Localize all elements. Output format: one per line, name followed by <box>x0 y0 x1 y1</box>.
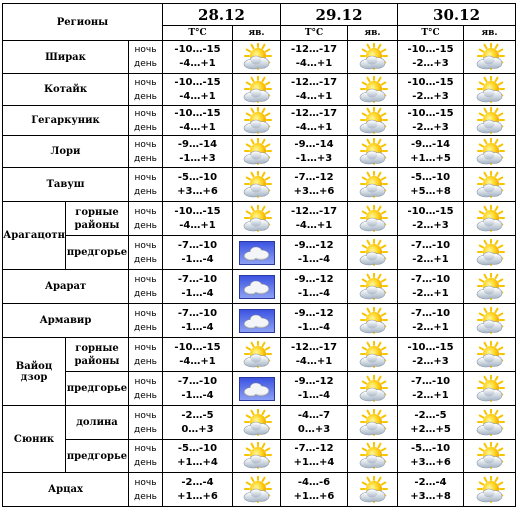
sun-cloud-icon <box>240 43 274 71</box>
region-name: Арцах <box>3 473 129 507</box>
weather-cell <box>348 304 398 338</box>
day-temperature: -4…+1 <box>295 90 333 102</box>
day-label: день <box>134 390 157 401</box>
day-label: день <box>134 186 157 197</box>
day-temperature: -1…-4 <box>297 287 331 299</box>
weather-cell <box>464 406 516 440</box>
table-row <box>3 304 516 338</box>
night-label: ночь <box>134 45 157 55</box>
night-label: ночь <box>134 240 157 251</box>
weather-cell <box>464 440 516 473</box>
day-temperature: -2…+1 <box>412 389 449 401</box>
sun-cloud-icon <box>356 107 390 135</box>
weather-cell <box>348 106 398 136</box>
night-day-labels <box>129 270 163 304</box>
night-temperature: -12…-17 <box>290 341 338 353</box>
weather-cell <box>464 236 516 270</box>
night-temperature: -10…-15 <box>174 341 221 353</box>
forecast-table <box>2 3 516 507</box>
subregion-name: предгорье <box>66 236 129 270</box>
night-temperature: -5…-10 <box>410 171 451 183</box>
table-row <box>3 202 516 236</box>
day-label: день <box>134 122 157 133</box>
night-day-labels <box>129 168 163 202</box>
night-label: ночь <box>134 274 157 285</box>
day-temperature: 0…+3 <box>297 423 331 435</box>
sun-cloud-icon <box>240 409 274 437</box>
weather-cell <box>233 338 281 372</box>
temperature-cell <box>163 338 233 372</box>
day-temperature: -1…-4 <box>181 287 214 299</box>
weather-cell <box>348 202 398 236</box>
weather-cell <box>233 168 281 202</box>
day-label: день <box>134 254 157 265</box>
temperature-cell <box>398 236 464 270</box>
sun-cloud-icon <box>356 442 390 470</box>
sun-cloud-icon <box>356 375 390 403</box>
night-label: ночь <box>134 139 157 150</box>
sun-cloud-icon <box>356 476 390 504</box>
day-temperature: -2…+3 <box>412 219 449 231</box>
sun-cloud-icon <box>240 76 274 104</box>
night-label: ночь <box>134 477 157 488</box>
night-temperature: -7…-12 <box>294 171 334 183</box>
temperature-cell <box>281 136 348 168</box>
table-row <box>3 106 516 136</box>
weather-cell <box>464 372 516 406</box>
weather-cell <box>348 440 398 473</box>
weather-cell <box>464 74 516 106</box>
temp-header: Т°С <box>163 26 233 41</box>
night-day-labels <box>129 473 163 507</box>
night-day-labels <box>129 372 163 406</box>
day-label: день <box>134 220 157 231</box>
weather-cell <box>233 74 281 106</box>
table-row <box>3 168 516 202</box>
weather-cell <box>233 136 281 168</box>
night-day-labels <box>129 202 163 236</box>
night-temperature: -9…-14 <box>410 138 451 150</box>
date-header-1: 28.12 <box>163 4 281 26</box>
day-temperature: -1…-4 <box>181 389 214 401</box>
day-temperature: -1…+3 <box>295 152 333 164</box>
region-name: Котайк <box>3 74 129 106</box>
temperature-cell <box>398 304 464 338</box>
night-day-labels <box>129 41 163 74</box>
weather-header: яв. <box>348 26 398 41</box>
night-temperature: -7…-10 <box>410 375 451 387</box>
weather-cell <box>464 168 516 202</box>
night-temperature: -10…-15 <box>174 76 221 88</box>
sun-cloud-icon <box>473 307 507 335</box>
weather-cell <box>464 41 516 74</box>
temperature-cell <box>398 338 464 372</box>
night-label: ночь <box>134 342 157 353</box>
sun-cloud-icon <box>240 341 274 369</box>
weather-cell <box>464 473 516 507</box>
temperature-cell <box>398 74 464 106</box>
day-temperature: +1…+4 <box>177 457 218 468</box>
temperature-cell <box>163 74 233 106</box>
sun-cloud-icon <box>473 76 507 104</box>
weather-cell <box>348 136 398 168</box>
day-temperature: -1…-4 <box>297 389 331 401</box>
temperature-cell <box>281 372 348 406</box>
date-header-3: 30.12 <box>398 4 516 26</box>
night-temperature: -9…-12 <box>294 307 334 319</box>
day-temperature: -4…+1 <box>179 219 216 231</box>
night-label: ночь <box>134 376 157 387</box>
subregion-name: долина <box>66 406 129 440</box>
sun-cloud-icon <box>356 76 390 104</box>
temperature-cell <box>163 202 233 236</box>
temperature-cell <box>163 473 233 507</box>
table-row <box>3 473 516 507</box>
temperature-cell <box>398 41 464 74</box>
table-row <box>3 41 516 74</box>
region-name: Ширак <box>3 41 129 74</box>
sun-cloud-icon <box>473 138 507 166</box>
night-temperature: -5…-10 <box>177 171 218 183</box>
day-label: день <box>134 356 157 367</box>
night-label: ночь <box>134 108 157 119</box>
day-temperature: -2…+3 <box>412 90 449 102</box>
day-temperature: +3…+6 <box>410 457 451 468</box>
temperature-cell <box>281 106 348 136</box>
night-day-labels <box>129 406 163 440</box>
sun-cloud-icon <box>473 171 507 199</box>
night-temperature: -10…-15 <box>174 44 221 55</box>
region-name: Сюник <box>3 406 66 473</box>
day-temperature: -2…+3 <box>412 121 449 133</box>
night-temperature: -9…-12 <box>294 273 334 285</box>
night-temperature: -5…-10 <box>177 443 218 454</box>
day-label: день <box>134 322 157 333</box>
temperature-cell <box>281 473 348 507</box>
temperature-cell <box>281 168 348 202</box>
night-temperature: -9…-14 <box>294 138 334 150</box>
weather-cell <box>233 440 281 473</box>
night-temperature: -2…-5 <box>414 409 447 421</box>
sun-cloud-icon <box>240 205 274 233</box>
region-name: Арарат <box>3 270 129 304</box>
temperature-cell <box>281 236 348 270</box>
night-label: ночь <box>134 444 157 454</box>
region-name: Армавир <box>3 304 129 338</box>
subregion-name: предгорье <box>66 372 129 406</box>
weather-cell <box>464 338 516 372</box>
weather-cell <box>348 74 398 106</box>
temperature-cell <box>163 41 233 74</box>
weather-header: яв. <box>464 26 516 41</box>
temp-header: Т°С <box>281 26 348 41</box>
sun-cloud-icon <box>473 442 507 470</box>
night-label: ночь <box>134 410 157 421</box>
night-temperature: -5…-10 <box>410 443 451 454</box>
weather-cell <box>348 406 398 440</box>
table-row <box>3 136 516 168</box>
night-temperature: -9…-12 <box>294 239 334 251</box>
sun-cloud-icon <box>473 375 507 403</box>
night-temperature: -12…-17 <box>290 205 338 217</box>
weather-cell <box>464 106 516 136</box>
day-temperature: +5…+8 <box>410 185 451 197</box>
subregion-name: горные районы <box>66 338 129 372</box>
night-day-labels <box>129 440 163 473</box>
sun-cloud-icon <box>356 171 390 199</box>
temperature-cell <box>398 440 464 473</box>
night-temperature: -9…-12 <box>294 375 334 387</box>
day-label: день <box>134 491 157 502</box>
temperature-cell <box>281 406 348 440</box>
temp-header: Т°С <box>398 26 464 41</box>
sun-cloud-icon <box>473 341 507 369</box>
sun-cloud-icon <box>473 239 507 267</box>
table-row <box>3 236 516 270</box>
weather-cell <box>233 473 281 507</box>
day-temperature: -2…+3 <box>412 355 449 367</box>
day-temperature: -2…+3 <box>412 58 449 69</box>
day-temperature: -4…+1 <box>179 58 216 69</box>
day-temperature: -4…+1 <box>179 121 216 133</box>
weather-cell <box>233 372 281 406</box>
sun-cloud-icon <box>356 43 390 71</box>
temperature-cell <box>398 372 464 406</box>
night-temperature: -9…-14 <box>177 138 218 150</box>
day-temperature: -4…+1 <box>295 121 333 133</box>
temperature-cell <box>281 74 348 106</box>
night-temperature: -7…-12 <box>294 443 334 454</box>
temperature-cell <box>163 236 233 270</box>
night-day-labels <box>129 236 163 270</box>
night-temperature: -7…-10 <box>177 273 218 285</box>
night-label: ночь <box>134 172 157 183</box>
sun-cloud-icon <box>356 138 390 166</box>
day-temperature: 0…+3 <box>181 423 214 435</box>
night-day-labels <box>129 338 163 372</box>
night-temperature: -10…-15 <box>174 107 221 119</box>
day-temperature: -1…-4 <box>297 321 331 333</box>
day-temperature: -1…-4 <box>297 253 331 265</box>
region-name: Вайоц дзор <box>3 338 66 406</box>
night-temperature: -7…-10 <box>410 307 451 319</box>
forecast-container <box>2 3 515 519</box>
day-temperature: -4…+1 <box>295 219 333 231</box>
day-temperature: -4…+1 <box>179 355 216 367</box>
weather-cell <box>464 270 516 304</box>
weather-cell <box>464 136 516 168</box>
weather-cell <box>464 304 516 338</box>
temperature-cell <box>281 304 348 338</box>
temperature-cell <box>281 41 348 74</box>
night-temperature: -7…-10 <box>177 375 218 387</box>
sun-cloud-icon <box>473 43 507 71</box>
temperature-cell <box>398 406 464 440</box>
night-temperature: -12…-17 <box>290 76 338 88</box>
subregion-name: предгорье <box>66 440 129 473</box>
region-name: Тавуш <box>3 168 129 202</box>
regions-header: Регионы <box>3 4 163 41</box>
night-temperature: -10…-15 <box>407 107 454 119</box>
temperature-cell <box>163 440 233 473</box>
night-temperature: -7…-10 <box>410 239 451 251</box>
night-temperature: -2…-5 <box>181 409 214 421</box>
weather-header: яв. <box>233 26 281 41</box>
sun-cloud-icon <box>356 205 390 233</box>
day-temperature: -4…+1 <box>295 355 333 367</box>
night-label: ночь <box>134 308 157 319</box>
sun-cloud-icon <box>356 273 390 301</box>
day-temperature: +2…+5 <box>410 423 451 435</box>
region-name: Лори <box>3 136 129 168</box>
sun-cloud-icon <box>240 476 274 504</box>
sun-cloud-icon <box>473 107 507 135</box>
temperature-cell <box>163 106 233 136</box>
night-day-labels <box>129 74 163 106</box>
table-row <box>3 338 516 372</box>
day-temperature: +1…+4 <box>293 457 335 468</box>
night-day-labels <box>129 304 163 338</box>
temperature-cell <box>281 270 348 304</box>
night-temperature: -10…-15 <box>407 341 454 353</box>
cloud-icon <box>239 241 275 265</box>
night-temperature: -7…-10 <box>410 273 451 285</box>
cloud-icon <box>239 275 275 299</box>
weather-cell <box>348 236 398 270</box>
day-label: день <box>134 59 157 69</box>
temperature-cell <box>163 406 233 440</box>
weather-cell <box>233 106 281 136</box>
day-temperature: +3…+8 <box>410 490 451 502</box>
sun-cloud-icon <box>473 205 507 233</box>
day-label: день <box>134 458 157 468</box>
night-label: ночь <box>134 77 157 88</box>
temperature-cell <box>398 106 464 136</box>
day-temperature: +1…+6 <box>293 490 335 502</box>
table-row <box>3 372 516 406</box>
night-temperature: -10…-15 <box>407 44 454 55</box>
temperature-cell <box>398 202 464 236</box>
table-row <box>3 440 516 473</box>
sun-cloud-icon <box>240 138 274 166</box>
night-temperature: -10…-15 <box>407 205 454 217</box>
weather-cell <box>233 41 281 74</box>
temperature-cell <box>281 202 348 236</box>
temperature-cell <box>398 168 464 202</box>
weather-cell <box>233 304 281 338</box>
temperature-cell <box>398 270 464 304</box>
day-temperature: +3…+6 <box>293 185 335 197</box>
sun-cloud-icon <box>356 341 390 369</box>
temperature-cell <box>163 168 233 202</box>
night-temperature: -2…-4 <box>414 476 447 488</box>
sun-cloud-icon <box>356 239 390 267</box>
night-temperature: -4…-6 <box>297 476 331 488</box>
temperature-cell <box>163 270 233 304</box>
temperature-cell <box>163 372 233 406</box>
sun-cloud-icon <box>473 476 507 504</box>
weather-cell <box>233 406 281 440</box>
sun-cloud-icon <box>473 273 507 301</box>
day-label: день <box>134 424 157 435</box>
temperature-cell <box>163 136 233 168</box>
weather-cell <box>348 338 398 372</box>
night-temperature: -10…-15 <box>407 76 454 88</box>
night-day-labels <box>129 106 163 136</box>
night-temperature: -7…-10 <box>177 239 218 251</box>
sun-cloud-icon <box>356 307 390 335</box>
weather-cell <box>464 202 516 236</box>
sun-cloud-icon <box>240 107 274 135</box>
day-temperature: -4…+1 <box>295 58 333 69</box>
sun-cloud-icon <box>356 409 390 437</box>
weather-cell <box>348 473 398 507</box>
region-name: Гегаркуник <box>3 106 129 136</box>
temperature-cell <box>163 304 233 338</box>
day-label: день <box>134 91 157 102</box>
night-temperature: -2…-4 <box>181 476 214 488</box>
day-temperature: +1…+6 <box>177 490 218 502</box>
temperature-cell <box>398 136 464 168</box>
weather-cell <box>348 168 398 202</box>
table-row <box>3 270 516 304</box>
weather-cell <box>233 236 281 270</box>
day-temperature: +3…+6 <box>177 185 218 197</box>
region-name: Арагацотн <box>3 202 66 270</box>
weather-cell <box>348 41 398 74</box>
day-temperature: -4…+1 <box>179 90 216 102</box>
night-day-labels <box>129 136 163 168</box>
night-temperature: -10…-15 <box>174 205 221 217</box>
day-temperature: -2…+1 <box>412 321 449 333</box>
night-temperature: -12…-17 <box>290 44 338 55</box>
cloud-icon <box>239 309 275 333</box>
day-temperature: +1…+5 <box>410 152 451 164</box>
day-temperature: -1…-4 <box>181 321 214 333</box>
temperature-cell <box>281 338 348 372</box>
sun-cloud-icon <box>240 442 274 470</box>
day-temperature: -1…-4 <box>181 253 214 265</box>
temperature-cell <box>281 440 348 473</box>
night-label: ночь <box>134 206 157 217</box>
weather-cell <box>233 202 281 236</box>
day-label: день <box>134 288 157 299</box>
table-row <box>3 406 516 440</box>
temperature-cell <box>398 473 464 507</box>
table-row <box>3 74 516 106</box>
cloud-icon <box>239 377 275 401</box>
day-label: день <box>134 153 157 164</box>
day-temperature: -2…+1 <box>412 287 449 299</box>
day-temperature: -1…+3 <box>179 152 216 164</box>
weather-cell <box>233 270 281 304</box>
night-temperature: -12…-17 <box>290 107 338 119</box>
day-temperature: -2…+1 <box>412 253 449 265</box>
date-header-2: 29.12 <box>281 4 398 26</box>
subregion-name: горные районы <box>66 202 129 236</box>
night-temperature: -4…-7 <box>297 409 331 421</box>
night-temperature: -7…-10 <box>177 307 218 319</box>
sun-cloud-icon <box>240 171 274 199</box>
weather-cell <box>348 270 398 304</box>
weather-cell <box>348 372 398 406</box>
sun-cloud-icon <box>473 409 507 437</box>
